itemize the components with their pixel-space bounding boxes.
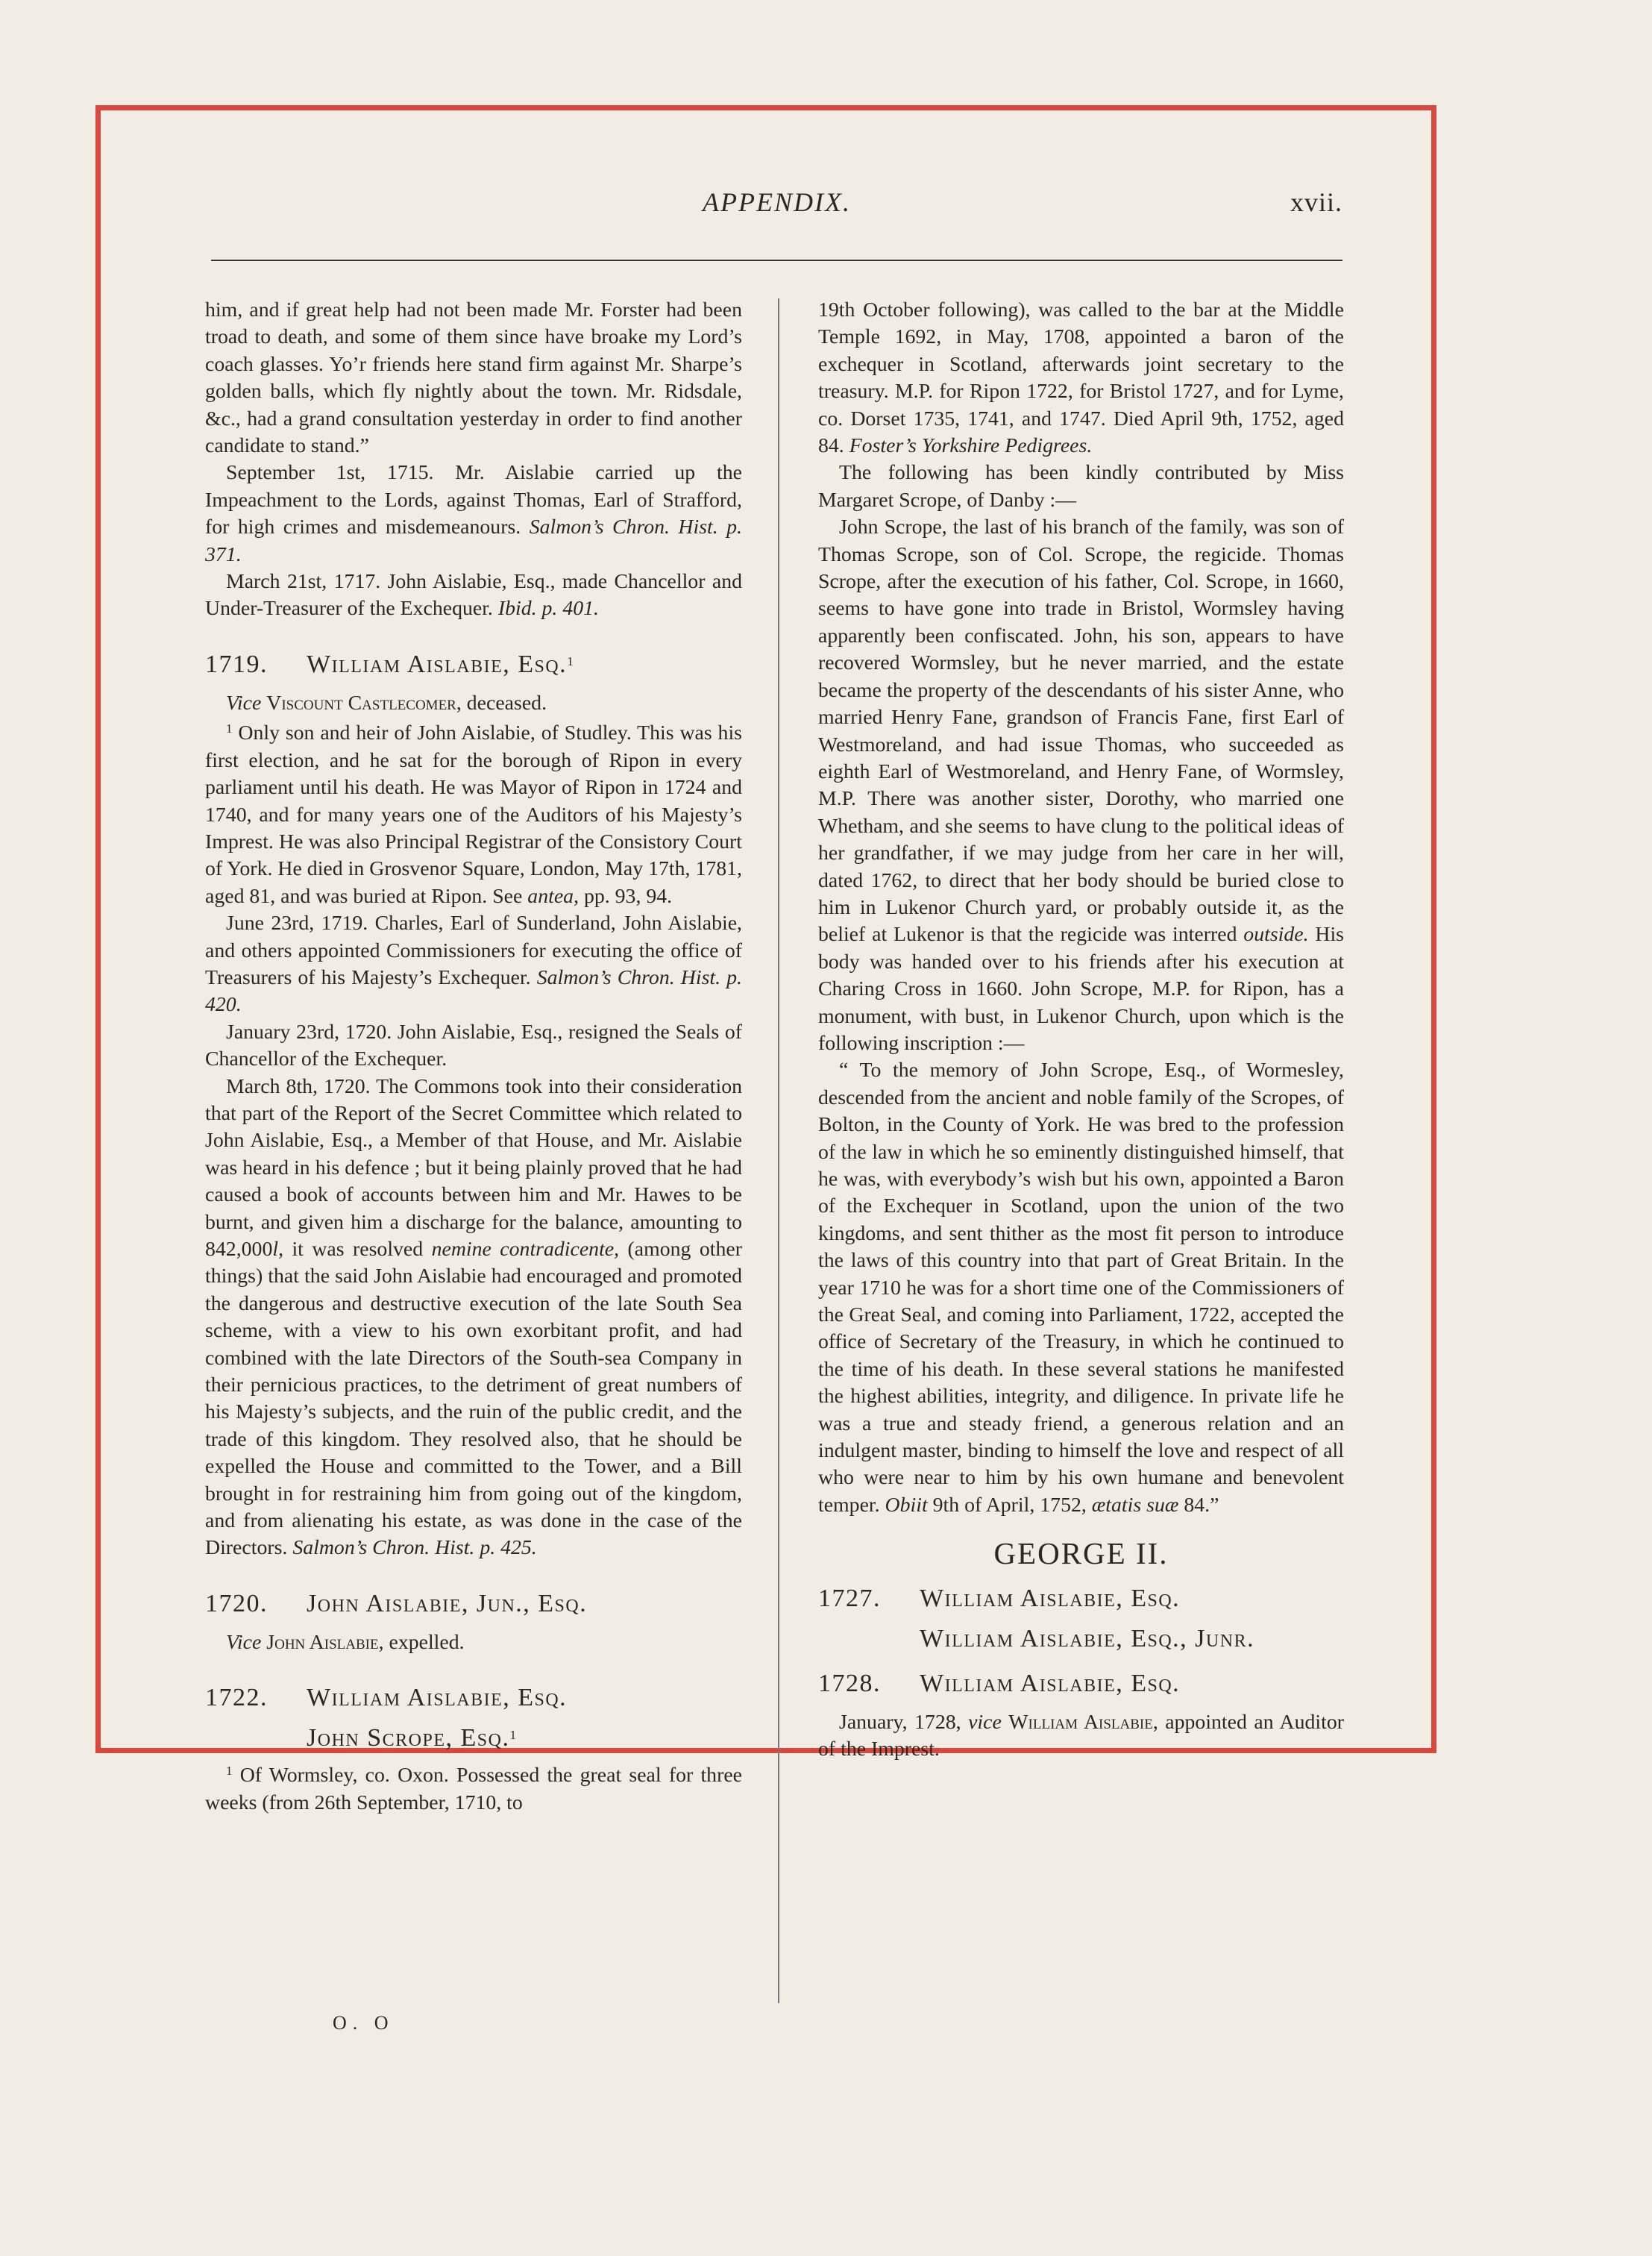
citation: Salmon’s Chron. Hist. p. 420. (205, 965, 742, 1017)
right-column (818, 297, 1344, 1764)
citation: Ibid. p. 401. (497, 597, 599, 621)
paragraph: The following has been kindly contributed by Miss Margaret Scrope, of Danby :— (818, 461, 1344, 512)
left-column (205, 297, 742, 1817)
section-heading: GEORGE II. (993, 1536, 1169, 1571)
printer-signature: O. O (333, 2012, 395, 2034)
page-title: APPENDIX. (703, 187, 851, 217)
entry-1727: 1727. William Aislabie, Esq. (818, 1584, 1181, 1612)
vice-line: Vice Viscount Castlecomer, deceased. (226, 691, 547, 715)
paragraph: September 1st, 1715. Mr. Aislabie carried up the Impeachment to the Lords, against Thomas, Earl of Strafford, for high crimes and misdemeanours. Salmon’s Chron. Hist. p. 371. (205, 461, 742, 566)
entry-1728: 1728. William Aislabie, Esq. (818, 1669, 1181, 1697)
paragraph: John Scrope, the last of his branch of the family, was son of Thomas Scrope, son of Col. Scrope, the regicide. Thomas Scrope, after the execution of his father, Col. Scrope, in 1660, seems to have gone into trade in Bristol, Wormsley having apparently been confiscated. John, his son, appears to have recovered Wormsley, but he never married, and the estate became the property of the descendants of his sister Anne, who married Henry Fane, grandson of Francis Fane, first Earl of Westmoreland, and had issue Thomas, who succeeded as eighth Earl of Westmoreland, and Henry Fane, of Wormsley, M.P. There was another sister, Dorothy, who married one Whetham, and she seems to have clung to the political ideas of her grandfather, if we may judge from her care in her will, dated 1762, to direct that her body should be buried close to him in Lukenor Church yard, or probably outside it, as the belief at Lukenor is that the regicide was interred outside. His body was handed over to his friends after his execution at Charing Cross in 1660. John Scrope, M.P. for Ripon, has a monument, with bust, in Lukenor Church, upon which is the following inscription :— (818, 516, 1344, 1055)
entry-1720: 1720. John Aislabie, Jun., Esq. (205, 1589, 588, 1617)
running-header (211, 187, 1342, 231)
paragraph: March 8th, 1720. The Commons took into their consideration that part of the Report of the Secret Committee which related to John Aislabie, Esq., a Member of that House, and Mr. Aislabie was heard in his defence ; but it being plainly proved that he had caused a book of accounts between him and Mr. Hawes to be burnt, and given him a discharge for the balance, amounting to 842,000l, it was resolved nemine contradicente, (among other things) that the said John Aislabie had encouraged and promoted the dangerous and destructive execution of the late South Sea scheme, with a view to his own exorbitant profit, and had combined with the late Directors of the South-sea Company in their pernicious practices, to the detriment of great numbers of his Majesty’s subjects, and the ruin of the public credit, and the trade of this kingdom. They resolved also, that he should be expelled the House and committed to the Tower, and a Bill brought in for restraining him from going out of the kingdom, and from alienating his estate, as was done in the case of the Directors. Salmon’s Chron. Hist. p. 425. (205, 1074, 742, 1560)
column-divider (778, 298, 779, 2003)
paragraph: March 21st, 1717. John Aislabie, Esq., made Chancellor and Under-Treasurer of the Exchequer. Ibid. p. 401. (205, 570, 742, 621)
paragraph: January, 1728, vice William Aislabie, appointed an Auditor of the Imprest. (818, 1710, 1345, 1761)
footnote: $^1$ Of Wormsley, co. Oxon. Possessed the great seal for three weeks (from 26th September, 1710, to (205, 1764, 742, 1814)
paragraph: 19th October following), was called to the bar at the Middle Temple 1692, in May, 1708, appointed a baron of the exchequer in Scotland, afterwards joint secretary to the treasury. M.P. for Ripon 1722, for Bristol 1727, and for Lyme, co. Dorset 1735, 1741, and 1747. Died April 9th, 1752, aged 84. Foster’s Yorkshire Pedigrees. (818, 298, 1344, 458)
entry-1727-second: William Aislabie, Esq., Junr. (920, 1624, 1255, 1652)
header-rule (211, 260, 1342, 261)
inscription: “ To the memory of John Scrope, Esq., of Wormesley, descended from the ancient and noble family of the Scropes, of Bolton, in the County of York. He was bred to the profession of the law in which he so eminently distinguished himself, that he was, with everybody’s wish but his own, appointed a Baron of the Exchequer in Scotland, upon the union of the two kingdoms, and sent thither as the most fit person to introduce the laws of this country into that part of Great Britain. In the year 1710 he was for a short time one of the Commissioners of the Great Seal, and coming into Parliament, 1722, accepted the office of Secretary of the Treasury, in which he continued to the time of his death. In these several stations he manifested the highest abilities, integrity, and diligence. In private life he was a true and steady friend, a generous relation and an indulgent master, binding to himself the love and respect of all who were near to him by his own humane and benevolent temper. Obiit 9th of April, 1752, ætatis suæ 84.” (818, 1059, 1344, 1517)
citation: Foster’s Yorkshire Pedigrees. (849, 434, 1093, 458)
citation: Salmon’s Chron. Hist. p. 425. (292, 1536, 537, 1560)
footnote: $^1$ Only son and heir of John Aislabie, of Studley. This was his first election, and he sat for the borough of Ripon in every parliament until his death. He was Mayor of Ripon in 1724 and 1740, and for many years one of the Auditors of his Majesty’s Imprest. He was also Principal Registrar of the Consistory Court of York. He died in Grosvenor Square, London, May 17th, 1781, aged 81, and was buried at Ripon. See antea, pp. 93, 94. (205, 721, 742, 908)
paragraph: June 23rd, 1719. Charles, Earl of Sunderland, John Aislabie, and others appointed Commissioners for executing the office of Treasurers of his Majesty’s Exchequer. Salmon’s Chron. Hist. p. 420. (205, 912, 742, 1017)
entry-1722-second: John Scrope, Esq.$^1$ (307, 1724, 518, 1752)
paragraph: January 23rd, 1720. John Aislabie, Esq., resigned the Seals of Chancellor of the Exchequer. (205, 1020, 742, 1071)
vice-line: Vice John Aislabie, expelled. (226, 1630, 465, 1654)
entry-1719: 1719. William Aislabie, Esq.$^1$ (205, 650, 575, 678)
entry-1722: 1722. William Aislabie, Esq. (205, 1684, 568, 1712)
citation: Salmon’s Chron. Hist. p. 371. (205, 516, 742, 566)
paragraph: him, and if great help had not been made Mr. Forster had been troad to death, and some of them since have broake my Lord’s coach glasses. Yo’r friends here stand firm against Mr. Sharpe’s golden balls, which fly nightly about the town. Mr. Ridsdale, &c., had a grand consultation yesterday in order to find another candidate to stand.” (205, 298, 742, 458)
page-number: xvii. (1290, 187, 1342, 217)
